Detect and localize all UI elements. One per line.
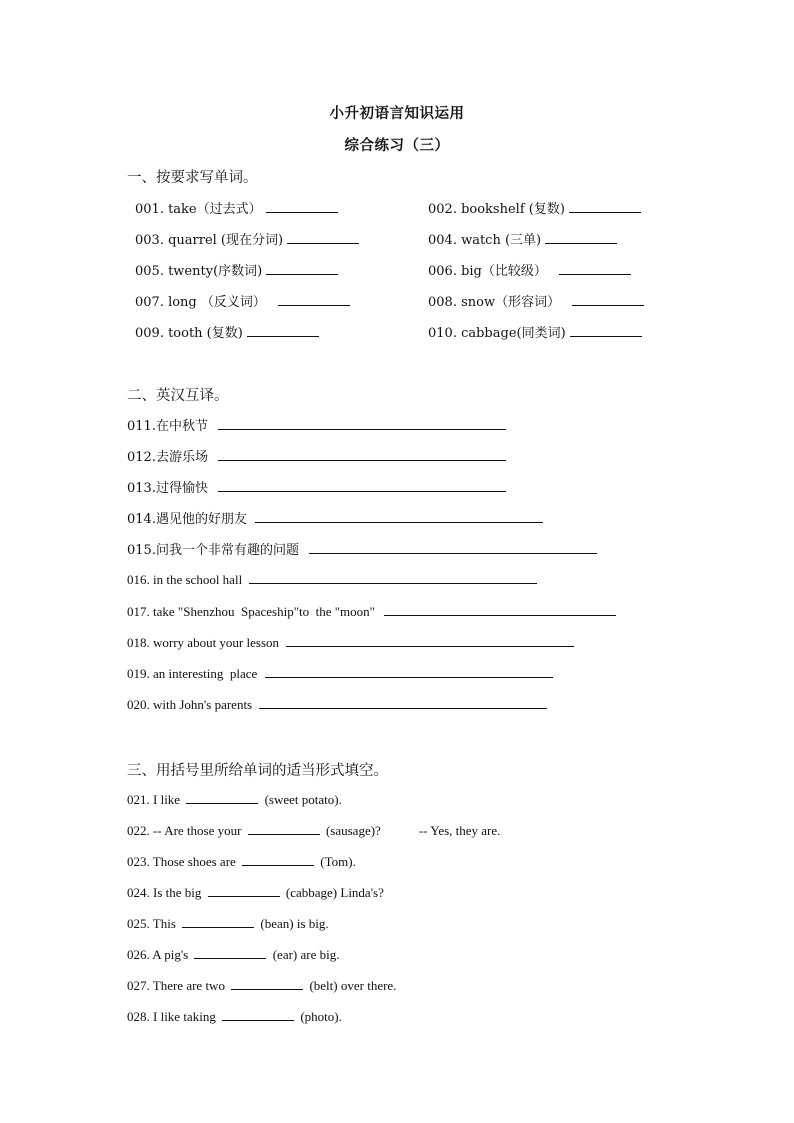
exercise-item: 025. This (bean) is big. — [127, 916, 329, 931]
exercise-item: 016. in the school hall — [127, 571, 537, 588]
exercise-item: 006. big（比较级） — [428, 260, 631, 279]
answer-blank[interactable] — [248, 822, 320, 835]
exercise-item: 023. Those shoes are (Tom). — [127, 854, 356, 869]
answer-blank[interactable] — [559, 262, 631, 275]
exercise-item: 009. tooth (复数) — [135, 322, 319, 341]
exercise-item: 010. cabbage(同类词) — [428, 322, 642, 341]
section3-heading: 三、用括号里所给单词的适当形式填空。 — [127, 763, 388, 779]
section1-heading: 一、按要求写单词。 — [127, 170, 258, 186]
answer-blank[interactable] — [570, 324, 642, 337]
answer-blank[interactable] — [266, 200, 338, 213]
answer-blank[interactable] — [569, 200, 641, 213]
exercise-item: 003. quarrel (现在分词) — [135, 229, 359, 248]
answer-blank[interactable] — [266, 262, 338, 275]
answer-blank[interactable] — [309, 541, 597, 554]
exercise-item: 027. There are two (belt) over there. — [127, 978, 397, 993]
answer-blank[interactable] — [249, 571, 537, 584]
answer-blank[interactable] — [259, 696, 547, 709]
answer-blank[interactable] — [278, 293, 350, 306]
answer-blank[interactable] — [231, 977, 303, 990]
exercise-item: 015.问我一个非常有趣的问题 — [127, 539, 597, 558]
answer-blank[interactable] — [218, 448, 506, 461]
exercise-item: 011.在中秋节 — [127, 415, 506, 434]
exercise-item: 020. with John's parents — [127, 696, 547, 713]
exercise-item: 002. bookshelf (复数) — [428, 198, 641, 217]
exercise-item: 013.过得愉快 — [127, 477, 506, 496]
exercise-item: 014.遇见他的好朋友 — [127, 508, 543, 527]
document-title: 小升初语言知识运用 — [329, 105, 465, 122]
answer-blank[interactable] — [572, 293, 644, 306]
exercise-item: 007. long （反义词） — [135, 291, 350, 310]
exercise-item: 017. take "Shenzhou Spaceship"to the "moon" — [127, 603, 616, 620]
answer-blank[interactable] — [247, 324, 319, 337]
answer-blank[interactable] — [208, 884, 280, 897]
answer-blank[interactable] — [222, 1008, 294, 1021]
exercise-item: 026. A pig's (ear) are big. — [127, 947, 340, 962]
exercise-item: 001. take（过去式） — [135, 198, 338, 217]
answer-blank[interactable] — [545, 231, 617, 244]
answer-blank[interactable] — [287, 231, 359, 244]
exercise-item: 028. I like taking (photo). — [127, 1009, 342, 1024]
answer-blank[interactable] — [255, 510, 543, 523]
answer-blank[interactable] — [218, 479, 506, 492]
exercise-item: 018. worry about your lesson — [127, 634, 574, 651]
answer-blank[interactable] — [194, 946, 266, 959]
answer-blank[interactable] — [265, 665, 553, 678]
exercise-item: 024. Is the big (cabbage) Linda's? — [127, 885, 384, 900]
answer-blank[interactable] — [186, 791, 258, 804]
answer-blank[interactable] — [384, 603, 616, 616]
exercise-item: 019. an interesting place — [127, 665, 553, 682]
exercise-item: 005. twenty(序数词) — [135, 260, 338, 279]
exercise-item: 012.去游乐场 — [127, 446, 506, 465]
example-reply: -- Yes, they are. — [418, 823, 501, 838]
exercise-item: 022. -- Are those your (sausage)? -- Yes, they are. — [127, 823, 501, 838]
answer-blank[interactable] — [242, 853, 314, 866]
section2-heading: 二、英汉互译。 — [127, 388, 229, 404]
exercise-item: 004. watch (三单) — [428, 229, 617, 248]
answer-blank[interactable] — [182, 915, 254, 928]
exercise-item: 008. snow（形容词） — [428, 291, 644, 310]
exercise-item: 021. I like (sweet potato). — [127, 792, 342, 807]
answer-blank[interactable] — [286, 634, 574, 647]
document-subtitle: 综合练习（三） — [344, 137, 450, 154]
answer-blank[interactable] — [218, 417, 506, 430]
